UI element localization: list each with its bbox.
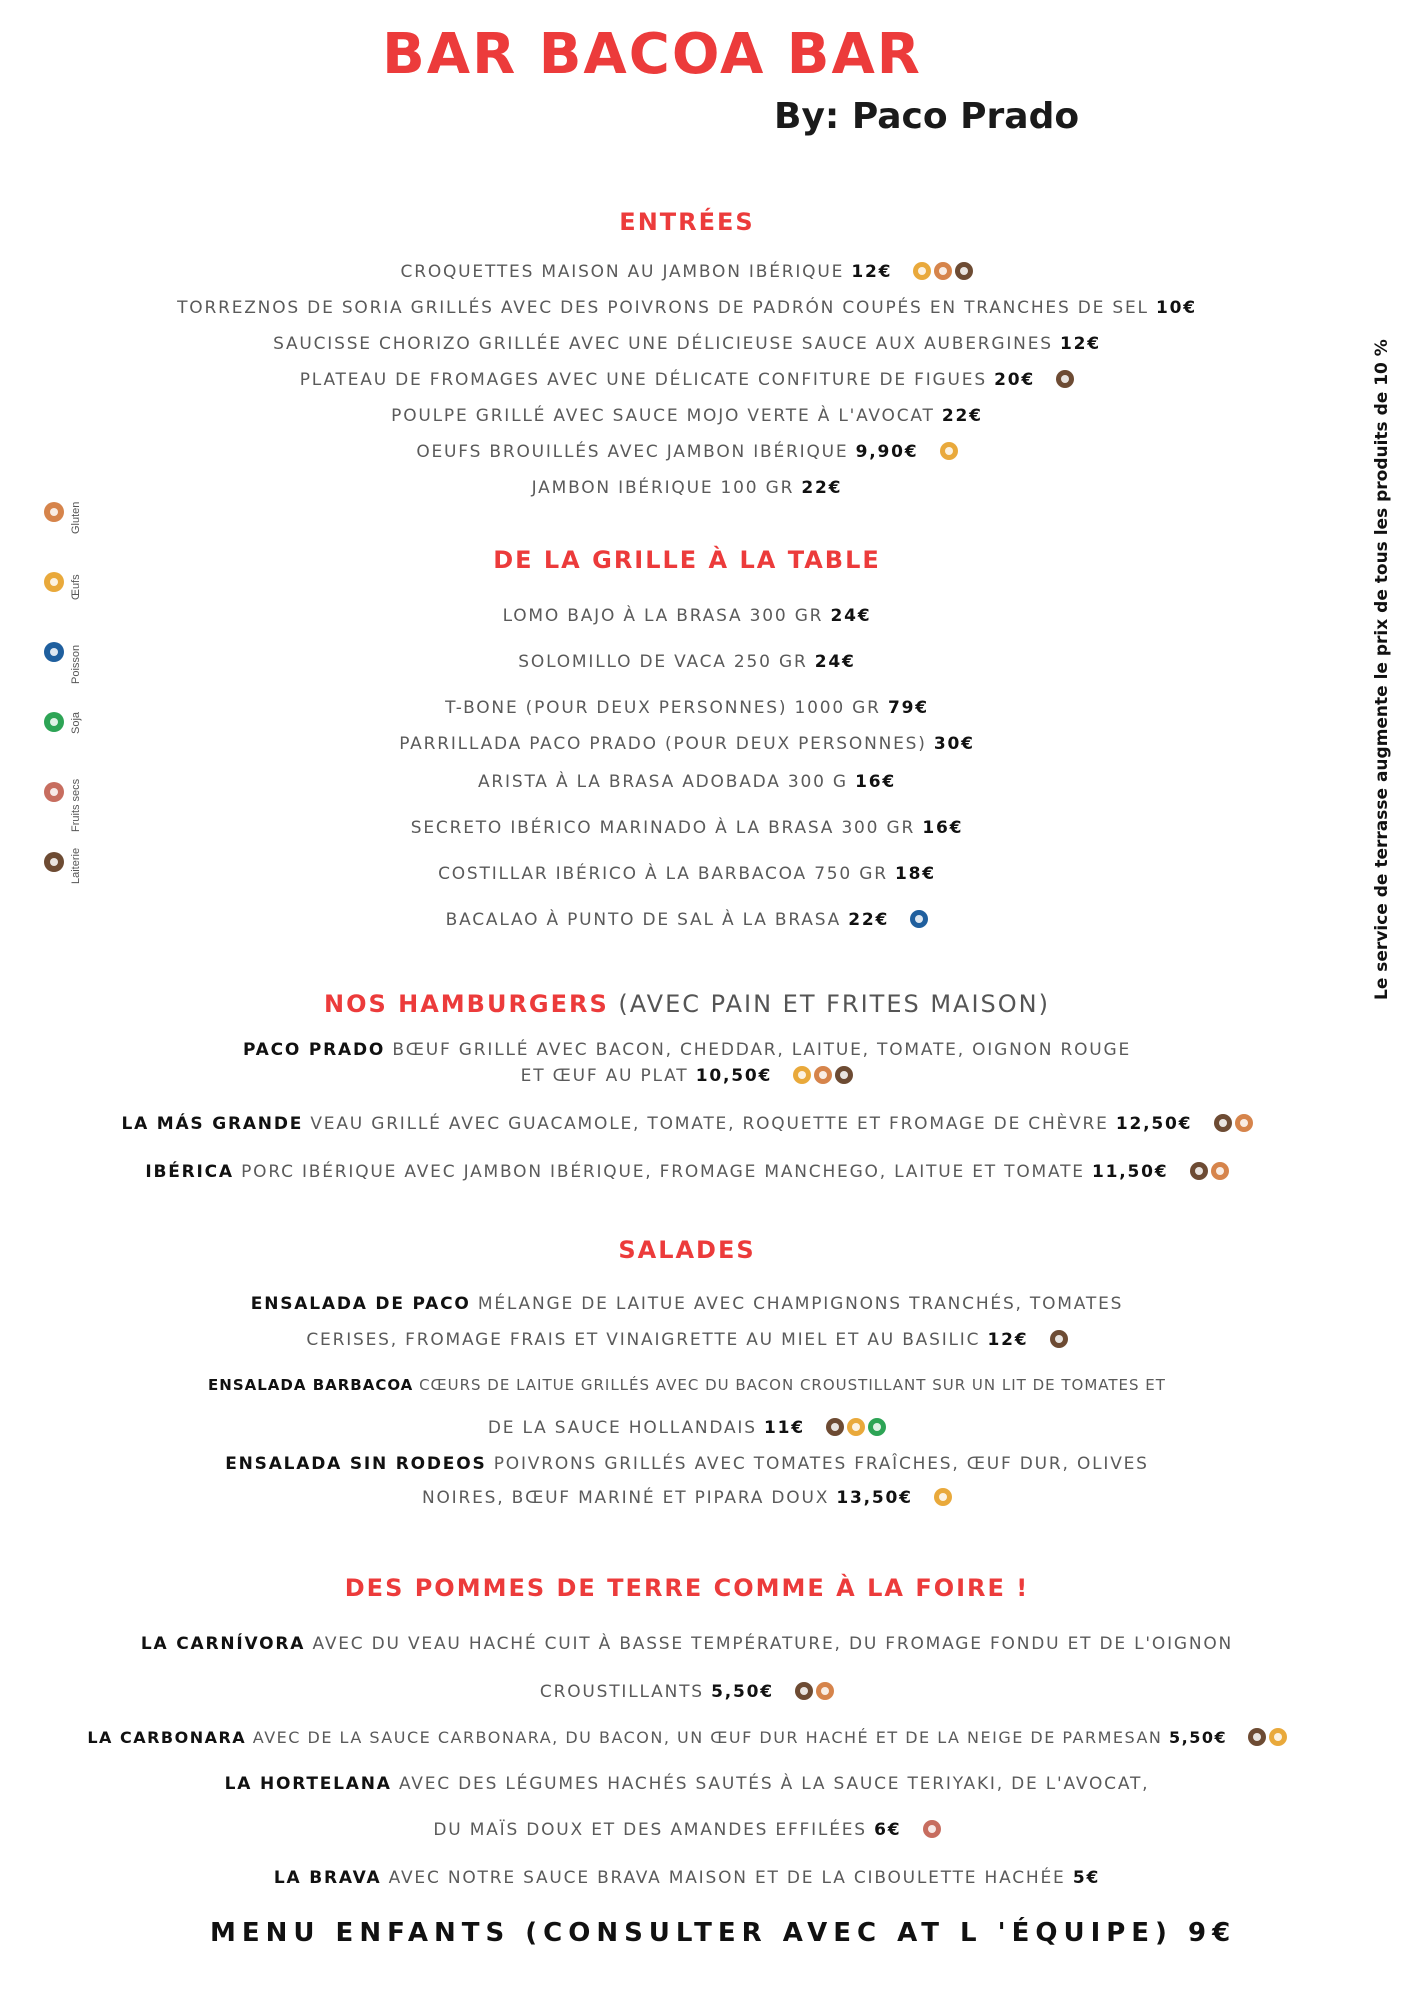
- section-title-salades: SALADES: [618, 1236, 756, 1264]
- menu-item-cont: [0, 1682, 1414, 1702]
- item-price: 79€: [887, 698, 929, 718]
- legend-label: Œufs: [70, 574, 82, 600]
- menu-item: [0, 772, 1414, 792]
- item-text: JAMBON IBÉRIQUE 100 GR: [531, 478, 795, 498]
- soy-icon: [868, 1418, 886, 1436]
- item-price: 5,50€: [711, 1682, 774, 1702]
- item-text: SAUCISSE CHORIZO GRILLÉE AVEC UNE DÉLICIEUSE SAUCE AUX AUBERGINES: [273, 334, 1053, 354]
- eggs-icon: [940, 442, 958, 460]
- gluten-icon: [1211, 1162, 1229, 1180]
- section-subtitle: (AVEC PAIN ET FRITES MAISON): [618, 990, 1050, 1018]
- section-title-entrees: ENTRÉES: [619, 208, 755, 236]
- menu-item: [0, 910, 1414, 930]
- section-title: NOS HAMBURGERS: [323, 990, 609, 1018]
- item-text: SECRETO IBÉRICO MARINADO À LA BRASA 300 GR: [410, 818, 916, 838]
- item-price: 10€: [1156, 298, 1197, 318]
- dairy-icon: [1056, 370, 1074, 388]
- item-price: 20€: [994, 370, 1036, 390]
- legend-label: Fruits secs: [70, 778, 82, 832]
- item-price: 22€: [941, 406, 983, 426]
- menu-item: [0, 734, 1414, 754]
- item-price: 10,50€: [695, 1066, 773, 1086]
- item-name: PACO PRADO: [242, 1040, 386, 1060]
- item-text: ARISTA À LA BRASA ADOBADA 300 G: [478, 772, 848, 792]
- item-name: LA MÁS GRANDE: [121, 1114, 304, 1134]
- item-name: LA CARBONARA: [87, 1728, 247, 1747]
- item-price: 16€: [855, 772, 896, 792]
- gluten-icon: [1235, 1114, 1253, 1132]
- menu-item: [0, 478, 1414, 498]
- item-price: 12€: [1060, 334, 1101, 354]
- menu-item: [0, 262, 1414, 282]
- menu-item: [0, 698, 1414, 718]
- item-price: 18€: [895, 864, 936, 884]
- item-price: 11€: [764, 1418, 805, 1438]
- menu-item: [0, 1728, 1414, 1747]
- gluten-icon: [934, 262, 952, 280]
- menu-item-cont: [0, 1488, 1414, 1508]
- gluten-icon: [44, 502, 64, 522]
- item-price: 16€: [922, 818, 964, 838]
- item-price: 12€: [987, 1330, 1029, 1350]
- menu-item: [0, 442, 1414, 462]
- item-text: CROQUETTES MAISON AU JAMBON IBÉRIQUE: [400, 262, 845, 282]
- item-price: 30€: [933, 734, 975, 754]
- menu-item: [0, 818, 1414, 838]
- legend-label: Poisson: [70, 644, 82, 684]
- eggs-icon: [1269, 1728, 1287, 1746]
- section-title-pommes: DES POMMES DE TERRE COMME À LA FOIRE !: [344, 1574, 1030, 1602]
- dairy-icon: [1214, 1114, 1232, 1132]
- menu-item: [0, 1162, 1414, 1182]
- item-text: BACALAO À PUNTO DE SAL À LA BRASA: [445, 910, 842, 930]
- item-desc: NOIRES, BŒUF MARINÉ ET PIPARA DOUX: [421, 1488, 830, 1508]
- item-desc: AVEC DU VEAU HACHÉ CUIT À BASSE TEMPÉRATURE, DU FROMAGE FONDU ET DE L'OIGNON: [312, 1634, 1234, 1654]
- item-price: 6€: [874, 1820, 902, 1840]
- item-desc: CROUSTILLANTS: [539, 1682, 704, 1702]
- menu-item: [0, 298, 1414, 318]
- dairy-icon: [1248, 1728, 1266, 1746]
- menu-item: [0, 864, 1414, 884]
- item-desc: VEAU GRILLÉ AVEC GUACAMOLE, TOMATE, ROQUETTE ET FROMAGE DE CHÈVRE: [310, 1114, 1109, 1134]
- item-desc: MÉLANGE DE LAITUE AVEC CHAMPIGNONS TRANCHÉS, TOMATES: [477, 1294, 1124, 1314]
- item-price: 22€: [801, 478, 843, 498]
- item-name: LA BRAVA: [273, 1868, 382, 1888]
- legend-label: Laiterie: [70, 847, 82, 884]
- item-price: 24€: [814, 652, 856, 672]
- gluten-icon: [814, 1066, 832, 1084]
- item-desc: DE LA SAUCE HOLLANDAIS: [487, 1418, 757, 1438]
- restaurant-title: BAR BACOA BAR: [382, 22, 922, 87]
- chef-byline: By: Paco Prado: [774, 96, 1080, 137]
- dairy-icon: [1190, 1162, 1208, 1180]
- item-desc: AVEC NOTRE SAUCE BRAVA MAISON ET DE LA CIBOULETTE HACHÉE: [388, 1868, 1066, 1888]
- legend-label: Gluten: [70, 501, 82, 534]
- eggs-icon: [793, 1066, 811, 1084]
- menu-item: [0, 1040, 1414, 1060]
- item-price: 11,50€: [1092, 1162, 1169, 1182]
- terrace-surcharge-note: Le service de terrasse augmente le prix de tous les produits de 10 %: [1372, 339, 1392, 1000]
- item-desc: CERISES, FROMAGE FRAIS ET VINAIGRETTE AU MIEL ET AU BASILIC: [306, 1330, 981, 1350]
- item-name: ENSALADA BARBACOA: [208, 1376, 414, 1394]
- eggs-icon: [913, 262, 931, 280]
- menu-item: [0, 370, 1414, 390]
- menu-item-cont: [0, 1418, 1414, 1438]
- kids-menu: MENU ENFANTS (CONSULTER AVEC AT L 'ÉQUIPE) 9€: [210, 1918, 1237, 1948]
- dairy-icon: [826, 1418, 844, 1436]
- menu-item: [0, 1454, 1414, 1474]
- item-desc: ET ŒUF AU PLAT: [520, 1066, 689, 1086]
- item-name: IBÉRICA: [145, 1162, 234, 1182]
- menu-item: [0, 1774, 1414, 1794]
- section-title-hamburgers: [0, 990, 1414, 1018]
- item-desc: AVEC DE LA SAUCE CARBONARA, DU BACON, UN ŒUF DUR HACHÉ ET DE LA NEIGE DE PARMESAN: [252, 1728, 1163, 1747]
- eggs-icon: [44, 572, 64, 592]
- menu-item: [0, 334, 1414, 354]
- menu-item: [0, 1114, 1414, 1134]
- nuts-icon: [923, 1820, 941, 1838]
- legend-label: Soja: [70, 711, 82, 734]
- dairy-icon: [1050, 1330, 1068, 1348]
- eggs-icon: [934, 1488, 952, 1506]
- item-price: 5,50€: [1168, 1728, 1228, 1747]
- item-desc: CŒURS DE LAITUE GRILLÉS AVEC DU BACON CROUSTILLANT SUR UN LIT DE TOMATES ET: [419, 1376, 1166, 1394]
- item-name: ENSALADA SIN RODEOS: [225, 1454, 487, 1474]
- gluten-icon: [816, 1682, 834, 1700]
- item-name: LA HORTELANA: [224, 1774, 392, 1794]
- menu-item: [0, 1868, 1414, 1888]
- item-text: SOLOMILLO DE VACA 250 GR: [518, 652, 808, 672]
- menu-item-cont: [0, 1820, 1414, 1840]
- item-desc: BŒUF GRILLÉ AVEC BACON, CHEDDAR, LAITUE, TOMATE, OIGNON ROUGE: [392, 1040, 1132, 1060]
- menu-item-cont: [0, 1066, 1414, 1086]
- item-text: OEUFS BROUILLÉS AVEC JAMBON IBÉRIQUE: [416, 442, 849, 462]
- item-desc: AVEC DES LÉGUMES HACHÉS SAUTÉS À LA SAUCE TERIYAKI, DE L'AVOCAT,: [398, 1774, 1150, 1794]
- dairy-icon: [795, 1682, 813, 1700]
- menu-item: [0, 606, 1414, 626]
- item-text: POULPE GRILLÉ AVEC SAUCE MOJO VERTE À L'AVOCAT: [391, 406, 935, 426]
- item-text: COSTILLAR IBÉRICO À LA BARBACOA 750 GR: [438, 864, 888, 884]
- item-text: PARRILLADA PACO PRADO (POUR DEUX PERSONNES): [399, 734, 927, 754]
- menu-item: [0, 1294, 1414, 1314]
- item-name: LA CARNÍVORA: [140, 1634, 306, 1654]
- item-desc: POIVRONS GRILLÉS AVEC TOMATES FRAÎCHES, ŒUF DUR, OLIVES: [493, 1454, 1149, 1474]
- item-price: 12€: [851, 262, 893, 282]
- item-desc: PORC IBÉRIQUE AVEC JAMBON IBÉRIQUE, FROMAGE MANCHEGO, LAITUE ET TOMATE: [241, 1162, 1085, 1182]
- item-price: 24€: [830, 606, 872, 626]
- dairy-icon: [955, 262, 973, 280]
- item-price: 12,50€: [1115, 1114, 1193, 1134]
- section-title-grille: DE LA GRILLE À LA TABLE: [493, 546, 881, 574]
- item-name: ENSALADA DE PACO: [250, 1294, 471, 1314]
- menu-item: [0, 406, 1414, 426]
- menu-item: [0, 652, 1414, 672]
- item-price: 13,50€: [836, 1488, 913, 1508]
- item-text: PLATEAU DE FROMAGES AVEC UNE DÉLICATE CONFITURE DE FIGUES: [299, 370, 987, 390]
- item-price: 5€: [1072, 1868, 1101, 1888]
- fish-icon: [910, 910, 928, 928]
- menu-item-cont: [0, 1330, 1414, 1350]
- menu-item: [0, 1634, 1414, 1654]
- item-desc: DU MAÏS DOUX ET DES AMANDES EFFILÉES: [433, 1820, 867, 1840]
- item-price: 9,90€: [855, 442, 919, 462]
- item-price: 22€: [848, 910, 890, 930]
- item-text: LOMO BAJO À LA BRASA 300 GR: [502, 606, 824, 626]
- eggs-icon: [847, 1418, 865, 1436]
- item-text: T-BONE (POUR DEUX PERSONNES) 1000 GR: [445, 698, 881, 718]
- item-text: TORREZNOS DE SORIA GRILLÉS AVEC DES POIVRONS DE PADRÓN COUPÉS EN TRANCHES DE SEL: [177, 298, 1149, 318]
- menu-item: [0, 1376, 1414, 1394]
- dairy-icon: [835, 1066, 853, 1084]
